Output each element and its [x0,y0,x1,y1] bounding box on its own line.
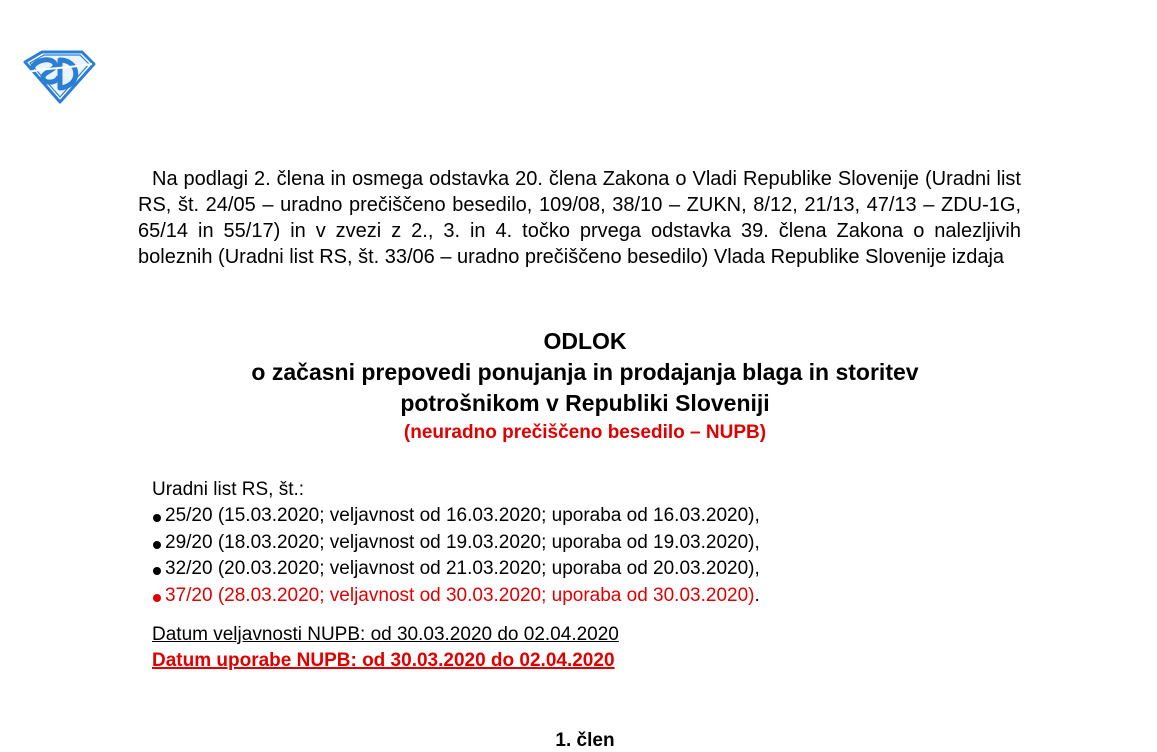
decree-subtitle-line-2: potrošnikom v Republiki Sloveniji [400,390,770,416]
gazette-entry: 32/20 (20.03.2020; veljavnost od 21.03.2020; uporaba od 20.03.2020), [152,556,760,583]
article-heading: 1. člen [555,730,615,751]
decree-subtitle-line-1: o začasni prepovedi ponujanja in prodajanja blaga in storitev [251,359,919,385]
bullet-icon [153,594,161,602]
gazette-list [152,503,760,609]
validity-block [152,622,619,674]
bullet-icon [153,567,161,575]
entry-trailing-period: . [754,584,760,606]
application-date: Datum uporabe NUPB: od 30.03.2020 do 02.04.2020 [152,650,615,671]
validity-date: Datum veljavnosti NUPB: od 30.03.2020 do 02.04.2020 [152,624,619,645]
intro-paragraph: Na podlagi 2. člena in osmega odstavka 20. člena Zakona o Vladi Republike Slovenije (Uradni list RS, št. 24/05 – uradno prečiščeno besedilo, 109/08, 38/10 – ZUKN, 8/12, 21/13, 47/13 – ZDU-1G, 65/14 in 55/17) in v zvezi z 2., 3. in 4. točko prvega odstavka 39. člena Zakona o nalezljivih boleznih (Uradni list RS, št. 33/06 – uradno prečiščeno besedilo) Vlada Republike Slovenije izdaja [138,168,1021,268]
bullet-icon [153,541,161,549]
gazette-heading: Uradni list RS, št.: [152,479,305,500]
decree-title-block [0,326,1157,447]
gazette-entry: 29/20 (18.03.2020; veljavnost od 19.03.2020; uporaba od 19.03.2020), [152,530,760,557]
bullet-icon [153,514,161,522]
sd-logo [22,48,96,104]
nupb-label: (neuradno prečiščeno besedilo – NUPB) [403,422,767,443]
gazette-references [152,477,760,609]
gazette-entry: 25/20 (15.03.2020; veljavnost od 16.03.2020; uporaba od 16.03.2020), [152,503,760,530]
gazette-entry-current: 37/20 (28.03.2020; veljavnost od 30.03.2020; uporaba od 30.03.2020). [152,583,760,610]
decree-title: ODLOK [543,328,627,354]
